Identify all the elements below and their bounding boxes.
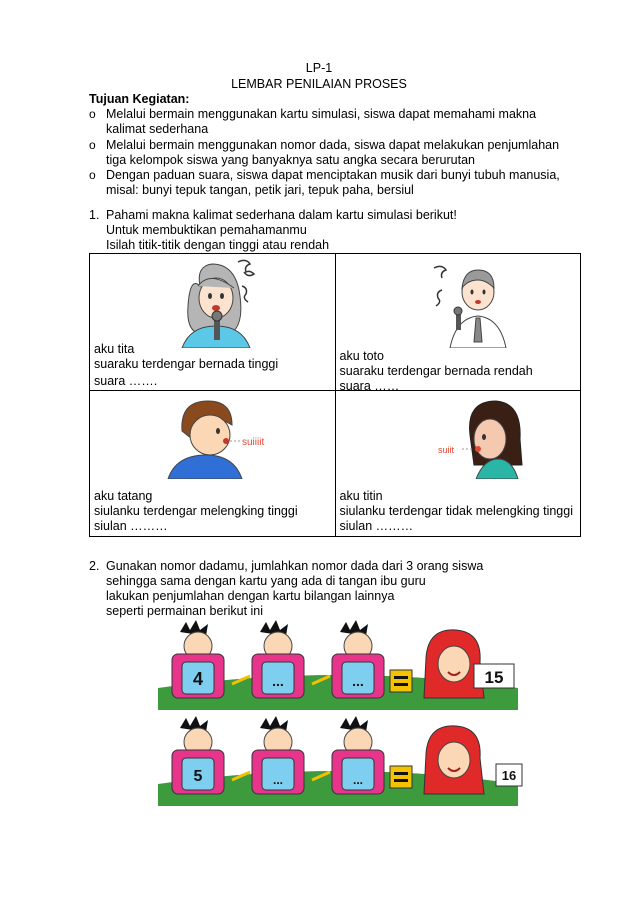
bullet-1: o bbox=[89, 107, 96, 121]
whistle-text-2: suiit bbox=[437, 445, 454, 455]
task2-line1: Gunakan nomor dadamu, jumlahkan nomor dada dari 3 orang siswa bbox=[106, 559, 484, 573]
row1-target-card: 15 bbox=[484, 668, 504, 687]
row1-card-1: 4 bbox=[192, 669, 204, 689]
bullet-3: o bbox=[89, 168, 96, 182]
card-tatang-line1: aku tatang bbox=[94, 489, 153, 503]
simulation-card-table bbox=[89, 253, 581, 537]
row2-card-1: 5 bbox=[193, 768, 203, 785]
card-tatang bbox=[90, 391, 336, 537]
whistle-text-1: suiiiit bbox=[242, 437, 265, 448]
card-toto-line3: suara …… bbox=[339, 379, 400, 393]
task1-number: 1. bbox=[89, 208, 100, 222]
card-toto bbox=[335, 254, 581, 391]
goal-3-line2: misal: bunyi tepuk tangan, petik jari, tepuk paha, bersiul bbox=[106, 183, 414, 197]
task1-line1: Pahami makna kalimat sederhana dalam kartu simulasi berikut! bbox=[106, 208, 457, 222]
goal-3-line1: Dengan paduan suara, siswa dapat menciptakan musik dari bunyi tubuh manusia, bbox=[106, 168, 560, 182]
card-tita-line3: suara ……. bbox=[94, 374, 158, 388]
row2-card-2: ... bbox=[272, 773, 284, 787]
card-titin-line3: siulan ……… bbox=[339, 519, 414, 533]
card-toto-line2: suaraku terdengar bernada rendah bbox=[339, 364, 533, 378]
row2-target-card: 16 bbox=[501, 768, 517, 783]
teacher-2 bbox=[424, 726, 522, 794]
student-6 bbox=[332, 716, 384, 794]
goals-heading: Tujuan Kegiatan: bbox=[89, 92, 190, 106]
task2-line4: seperti permainan berikut ini bbox=[106, 604, 264, 618]
addition-game-row-1 bbox=[158, 618, 528, 710]
card-titin bbox=[335, 391, 581, 537]
student-5 bbox=[252, 716, 304, 794]
equals-sign-1 bbox=[390, 670, 412, 692]
card-titin-line1: aku titin bbox=[339, 489, 383, 503]
goal-1-line2: kalimat sederhana bbox=[106, 122, 209, 136]
task2-line3: lakukan penjumlahan dengan kartu bilangan lainnya bbox=[106, 589, 395, 603]
task1-line2: Untuk membuktikan pemahamanmu bbox=[106, 223, 307, 237]
equals-sign-2 bbox=[390, 766, 412, 788]
task2-line2: sehingga sama dengan kartu yang ada di tangan ibu guru bbox=[106, 574, 426, 588]
card-toto-line1: aku toto bbox=[339, 349, 384, 363]
teacher bbox=[424, 630, 514, 698]
sheet-title: LEMBAR PENILAIAN PROSES bbox=[231, 77, 407, 91]
goal-1-line1: Melalui bermain menggunakan kartu simulasi, siswa dapat memahami makna bbox=[106, 107, 537, 121]
bullet-2: o bbox=[89, 138, 96, 152]
student-4 bbox=[172, 716, 224, 794]
goal-2-line1: Melalui bermain menggunakan nomor dada, siswa dapat melakukan penjumlahan bbox=[106, 138, 560, 152]
row1-card-3: ... bbox=[352, 673, 364, 689]
sheet-code: LP-1 bbox=[305, 61, 333, 75]
row1-card-2: ... bbox=[272, 673, 284, 689]
task1-line3: Isilah titik-titik dengan tinggi atau rendah bbox=[106, 238, 330, 252]
card-tita-line1: aku tita bbox=[94, 342, 135, 356]
girl-whistling-illustration bbox=[426, 395, 556, 479]
boy-singing-illustration bbox=[416, 256, 546, 348]
student-2 bbox=[252, 620, 304, 698]
student-1 bbox=[172, 620, 224, 698]
card-tatang-line2: siulanku terdengar melengking tinggi bbox=[94, 504, 298, 518]
card-tita bbox=[90, 254, 336, 391]
card-tita-line2: suaraku terdengar bernada tinggi bbox=[94, 357, 279, 371]
task2-number: 2. bbox=[89, 559, 100, 573]
girl-singing-illustration bbox=[160, 256, 290, 348]
card-titin-line2: siulanku terdengar tidak melengking tinggi bbox=[339, 504, 573, 518]
student-3 bbox=[332, 620, 384, 698]
boy-whistling-illustration bbox=[162, 395, 292, 479]
goal-2-line2: tiga kelompok siswa yang banyaknya satu angka secara berurutan bbox=[106, 153, 475, 167]
card-tatang-line3: siulan ……… bbox=[94, 519, 168, 533]
addition-game-row-2 bbox=[158, 714, 528, 806]
row2-card-3: ... bbox=[352, 773, 364, 787]
